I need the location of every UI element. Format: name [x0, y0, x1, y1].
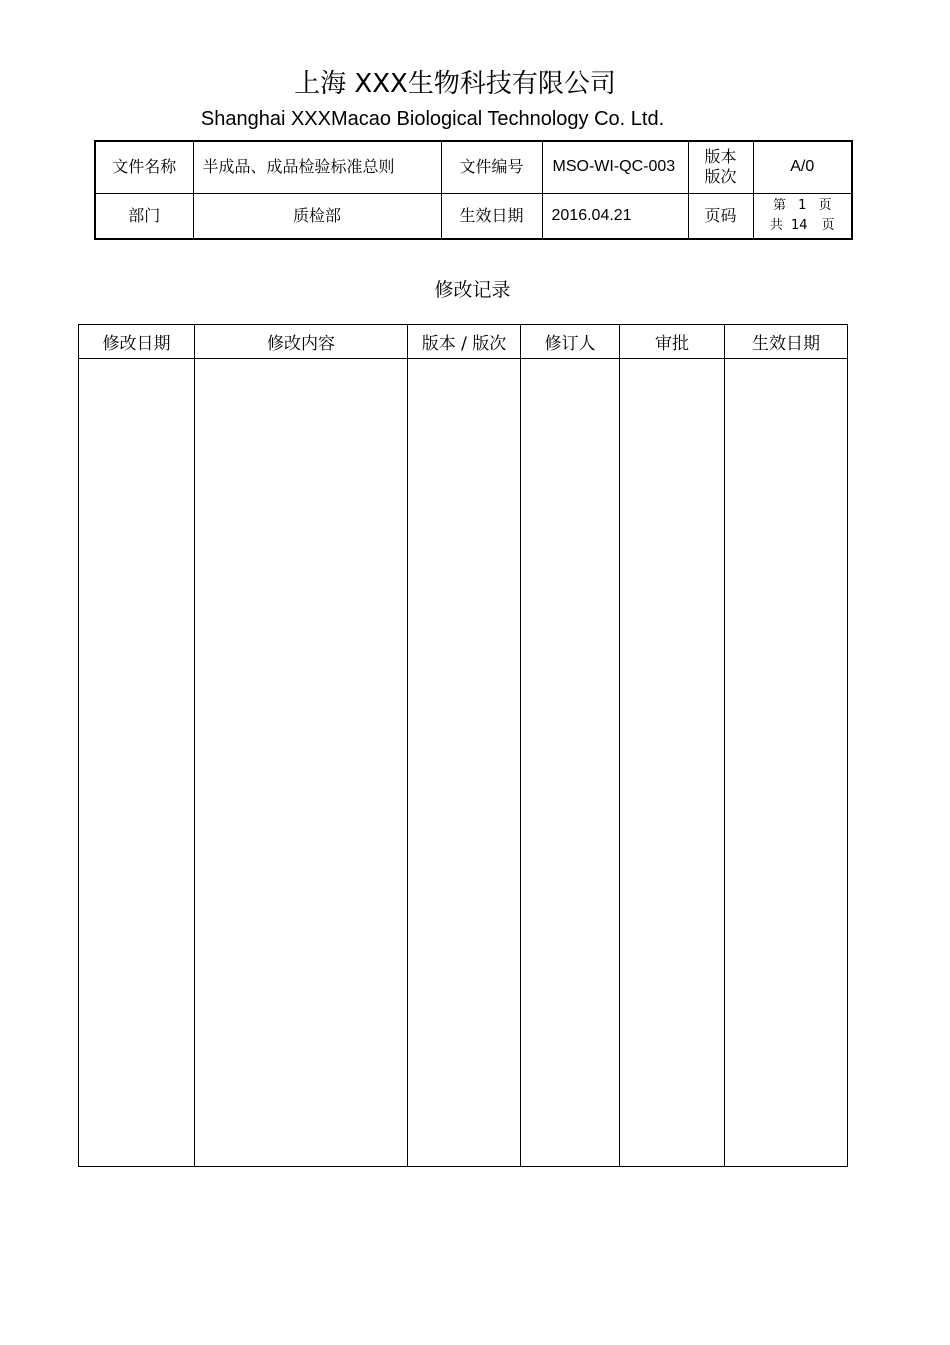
- company-name-cn: 上海 XXX生物科技有限公司: [294, 69, 616, 99]
- version-value: A/0: [753, 141, 852, 193]
- company-name-en: Shanghai XXXMacao Biological Technology Co. Ltd.: [200, 108, 665, 130]
- effective-date-value: 2016.04.21: [542, 193, 688, 239]
- page-total-suffix: 页: [821, 217, 835, 233]
- file-name-value: 半成品、成品检验标准总则: [193, 141, 441, 193]
- file-no-value: MSO-WI-QC-003: [542, 141, 688, 193]
- revision-content-cell[interactable]: [195, 359, 408, 1167]
- page-current-prefix: 第: [772, 197, 786, 213]
- header-row-2: [95, 193, 852, 239]
- revision-version-cell[interactable]: [408, 359, 521, 1167]
- revision-effective-date-cell[interactable]: [725, 359, 848, 1167]
- file-no-label: 文件编号: [441, 141, 542, 193]
- page-number: [753, 193, 852, 239]
- version-label-line1: 版本: [704, 147, 737, 167]
- document-header-table: [94, 140, 853, 240]
- version-label: [688, 141, 753, 193]
- dept-label: 部门: [95, 193, 193, 239]
- col-header-reviser: 修订人: [521, 325, 620, 359]
- version-label-line2: 版次: [704, 167, 737, 187]
- col-header-effective-date: 生效日期: [725, 325, 848, 359]
- page-current-suffix: 页: [818, 197, 832, 213]
- revision-approval-cell[interactable]: [620, 359, 725, 1167]
- col-header-version: 版本 / 版次: [408, 325, 521, 359]
- revision-record-title: 修改记录: [434, 279, 511, 301]
- page-current-line: [754, 196, 852, 216]
- effective-date-label: 生效日期: [441, 193, 542, 239]
- page-total-prefix: 共: [769, 217, 783, 233]
- header-row-1: [95, 141, 852, 193]
- file-name-label: 文件名称: [95, 141, 193, 193]
- revision-header-row: [79, 325, 848, 359]
- page-total-line: [754, 216, 852, 236]
- revision-record-table: [78, 324, 848, 1167]
- page-total: 14: [790, 217, 808, 233]
- revision-empty-row: [79, 359, 848, 1167]
- revision-date-cell[interactable]: [79, 359, 195, 1167]
- dept-value: 质检部: [193, 193, 441, 239]
- revision-reviser-cell[interactable]: [521, 359, 620, 1167]
- col-header-approval: 审批: [620, 325, 725, 359]
- page-label: 页码: [688, 193, 753, 239]
- col-header-revision-content: 修改内容: [195, 325, 408, 359]
- page-current: 1: [798, 197, 807, 213]
- col-header-revision-date: 修改日期: [79, 325, 195, 359]
